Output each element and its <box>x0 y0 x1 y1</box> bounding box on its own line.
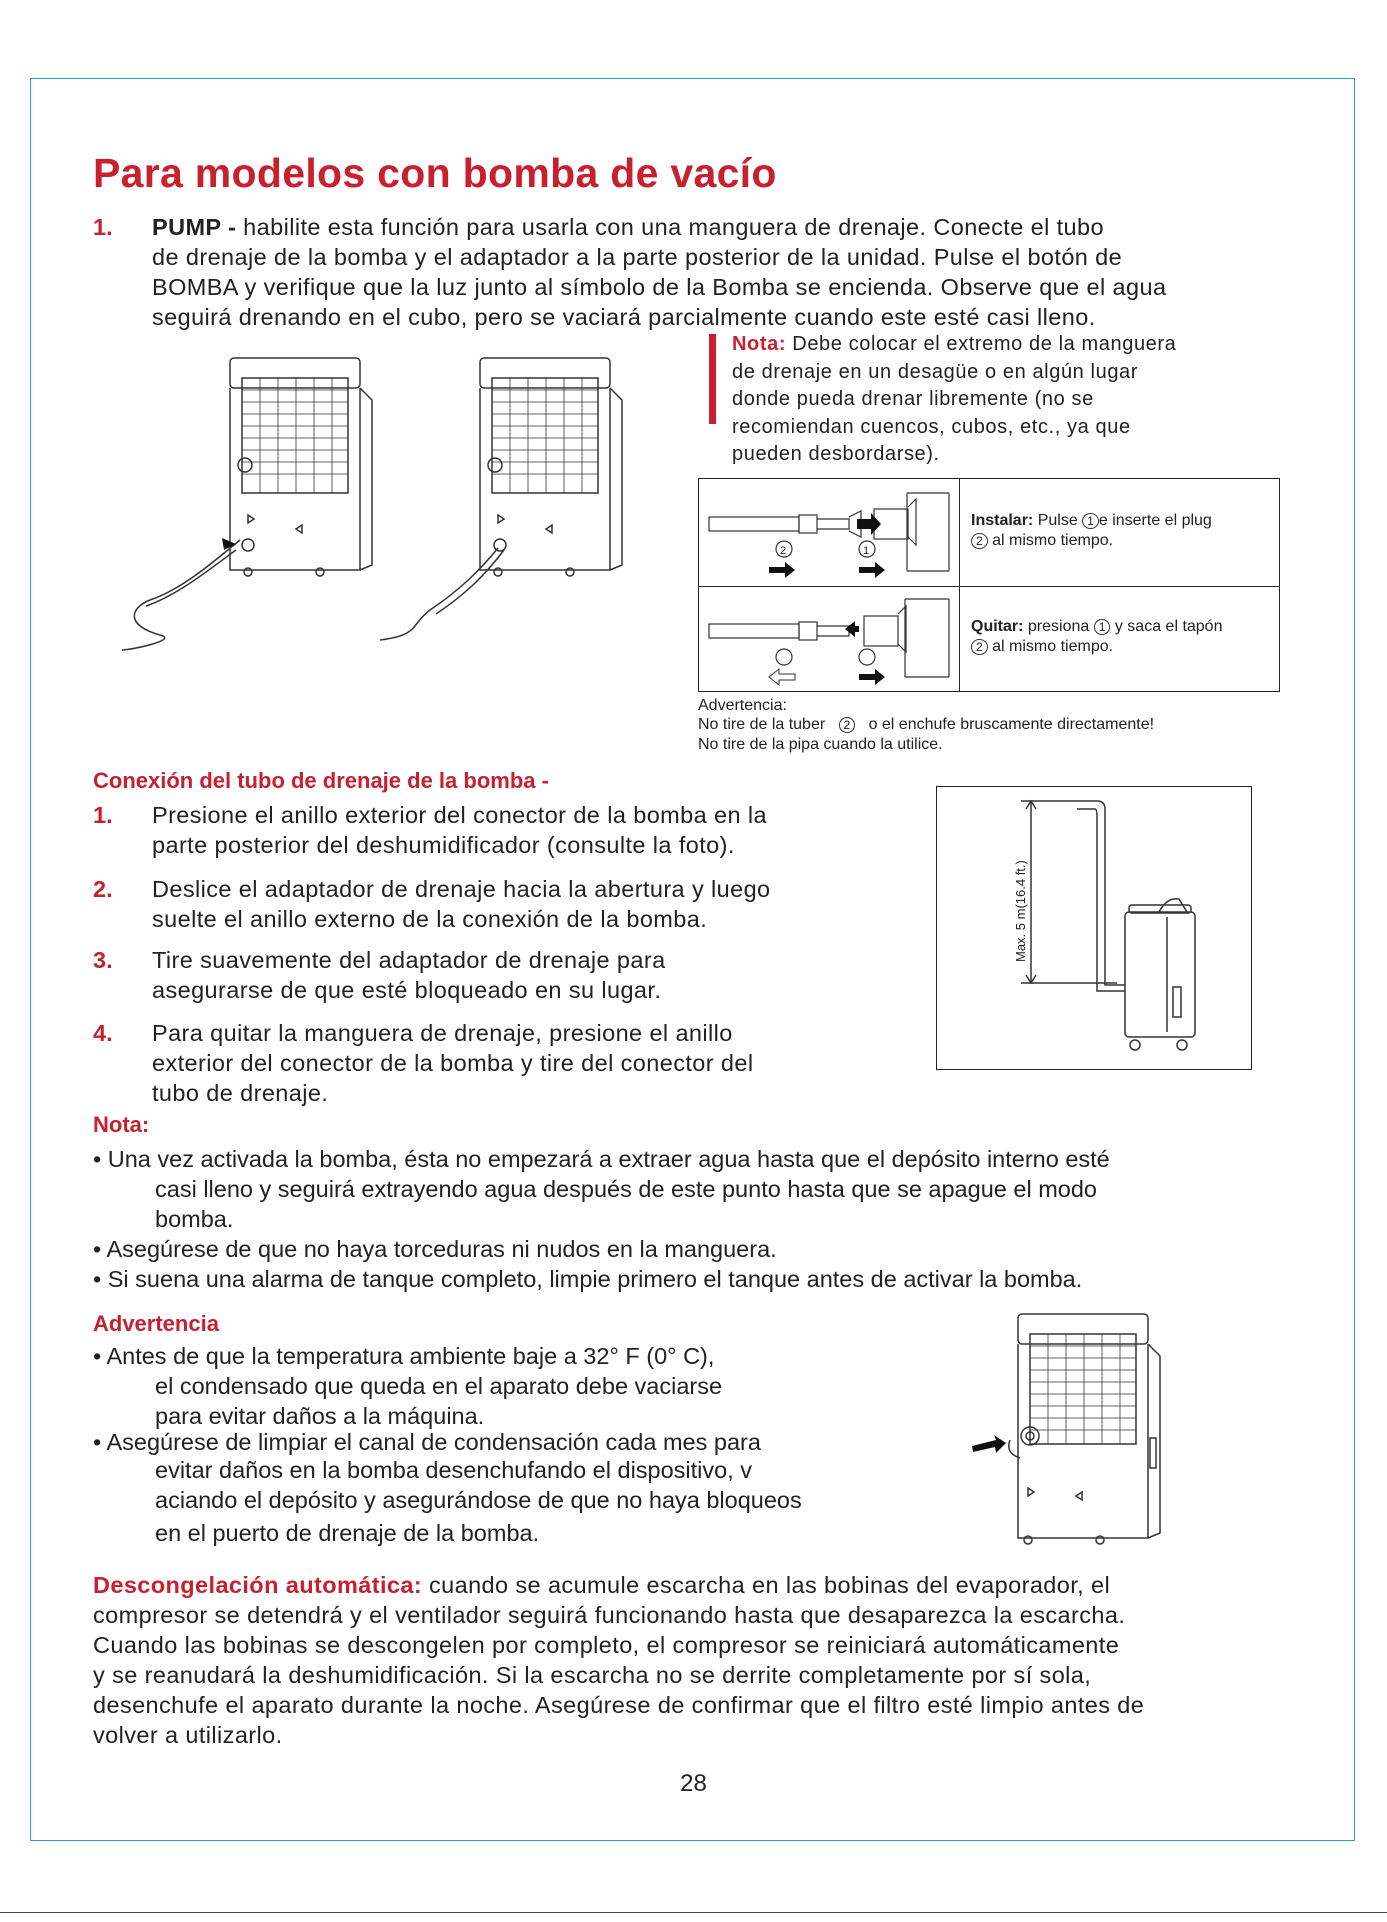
remove-text-2: y saca el tapón <box>1110 618 1223 635</box>
install-remove-table <box>698 478 1280 692</box>
dehumidifier-hose-illustration <box>120 350 700 680</box>
note2-bullet-3: • Si suena una alarma de tanque completo, limpie primero el tanque antes de activar la bomba. <box>93 1266 1083 1292</box>
small-warning-line2: No tire de la pipa cuando la utilice. <box>698 736 943 753</box>
install-circle-1: 1 <box>1082 513 1099 529</box>
page-title: Para modelos con bomba de vacío <box>93 150 777 196</box>
connection-item-1-number: 1. <box>93 802 113 828</box>
warning-bullet-2-line-4: en el puerto de drenaje de la bomba. <box>155 1520 540 1546</box>
connection-item-1-line-1: Presione el anillo exterior del conector de la bomba en la <box>152 802 767 828</box>
install-instruction <box>971 511 1276 551</box>
defrost-line-5: desenchufe el aparato durante la noche. Asegúrese de confirmar que el filtro esté limpio antes de <box>93 1692 1145 1718</box>
pump-item-number: 1. <box>93 214 113 240</box>
install-text-3: al mismo tiempo. <box>987 532 1114 549</box>
connection-item-1 <box>152 800 872 860</box>
defrost-line-1: cuando se acumule escarcha en las bobinas del evaporador, el <box>422 1572 1111 1598</box>
note-line-4: recomiendan cuencos, cubos, etc., ya que <box>732 415 1131 438</box>
pump-note <box>732 331 1262 469</box>
install-text-1: Pulse <box>1033 512 1083 529</box>
connection-title: Conexión del tubo de drenaje de la bomba - <box>93 768 549 793</box>
connection-item-3 <box>152 945 872 1005</box>
connection-item-2-number: 2. <box>93 876 113 902</box>
pump-line-3: BOMBA y verifique que la luz junto al símbolo de la Bomba se encienda. Observe que el agua <box>152 274 1167 300</box>
small-warning <box>698 696 1318 754</box>
warning-title: Advertencia <box>93 1311 219 1336</box>
note2-bullet-2: • Asegúrese de que no haya torceduras ni nudos en la manguera. <box>93 1236 777 1262</box>
pump-item <box>152 212 1302 332</box>
remove-label: Quitar: <box>971 618 1024 635</box>
defrost-line-6: volver a utilizarlo. <box>93 1722 283 1748</box>
connection-item-3-number: 3. <box>93 947 113 973</box>
warning-bullet-1-line-3: para evitar daños a la máquina. <box>155 1403 485 1429</box>
remove-text-3: al mismo tiempo. <box>987 638 1114 655</box>
warning-bullet-1-line-2: el condensado que queda en el aparato debe vaciarse <box>155 1373 723 1399</box>
connection-item-3-line-2: asegurarse de que esté bloqueado en su lugar. <box>152 977 662 1003</box>
warning-bullet-1-line-1: • Antes de que la temperatura ambiente baje a 32° F (0° C), <box>93 1343 715 1369</box>
remove-circle-1: 1 <box>1094 619 1111 635</box>
small-warning-circle: 2 <box>839 717 856 733</box>
note2-title: Nota: <box>93 1112 150 1137</box>
note2-bullet-1-line-3: bomba. <box>155 1206 234 1232</box>
note-line-5: pueden desbordarse). <box>732 443 940 465</box>
warning-bullet-2-line-1: • Asegúrese de limpiar el canal de condensación cada mes para <box>93 1429 761 1455</box>
install-text-2: e inserte el plug <box>1098 512 1212 529</box>
defrost-line-3: Cuando las bobinas se descongelen por completo, el compresor se reiniciará automáticamente <box>93 1632 1120 1658</box>
defrost-paragraph <box>93 1570 1293 1750</box>
pump-line-1: habilite esta función para usarla con una manguera de drenaje. Conecte el tubo <box>243 214 1104 240</box>
dehumidifier-drain-illustration <box>960 1308 1180 1548</box>
note-line-3: donde pueda drenar libremente (no se <box>732 388 1094 410</box>
small-warning-title: Advertencia: <box>698 697 787 714</box>
connection-item-2-line-2: suelte el anillo externo de la conexión de la bomba. <box>152 906 708 932</box>
pump-line-2: de drenaje de la bomba y el adaptador a la parte posterior de la unidad. Pulse el botón de <box>152 244 1123 270</box>
connection-item-1-line-2: parte posterior del deshumidificador (consulte la foto). <box>152 832 735 858</box>
connection-item-4-line-3: tubo de drenaje. <box>152 1080 329 1106</box>
note-label: Nota: <box>732 333 787 355</box>
note2-bullet-1-line-1: • Una vez activada la bomba, ésta no empezará a extraer agua hasta que el depósito interno esté <box>93 1146 1110 1172</box>
defrost-line-2: compresor se detendrá y el ventilador seguirá funcionando hasta que desaparezca la escarcha. <box>93 1602 1126 1628</box>
diagram-marker-2: 2 <box>780 545 787 557</box>
defrost-label: Descongelación automática: <box>93 1572 423 1598</box>
note2-bullet-1-line-2: casi lleno y seguirá extrayendo agua después de este punto hasta que se apague el modo <box>155 1176 1097 1202</box>
install-circle-2: 2 <box>971 533 988 549</box>
note-line-2: de drenaje en un desagüe o en algún lugar <box>732 360 1139 383</box>
height-illustration-box <box>936 786 1252 1070</box>
note-line-1: Debe colocar el extremo de la manguera <box>792 333 1177 355</box>
remove-text-1: presiona <box>1023 618 1094 635</box>
remove-circle-2: 2 <box>971 639 988 655</box>
connection-item-3-line-1: Tire suavemente del adaptador de drenaje para <box>152 947 666 973</box>
pump-line-4: seguirá drenando en el cubo, pero se vaciará parcialmente cuando este esté casi lleno. <box>152 304 1096 330</box>
warning-bullet-2-line-2: evitar daños en la bomba desenchufando el dispositivo, v <box>155 1457 753 1483</box>
remove-instruction <box>971 617 1276 657</box>
connection-item-4-line-1: Para quitar la manguera de drenaje, presione el anillo <box>152 1020 733 1046</box>
bottom-divider <box>0 1912 1387 1913</box>
small-warning-line1a: No tire de la tuber <box>698 716 826 733</box>
page-number: 28 <box>680 1770 707 1797</box>
connection-item-4 <box>152 1018 872 1108</box>
install-label: Instalar: <box>971 512 1034 529</box>
diagram-marker-1: 1 <box>863 545 870 557</box>
plug-diagram <box>699 479 959 693</box>
note-accent-bar <box>709 334 716 424</box>
small-warning-line1b: o el enchufe bruscamente directamente! <box>868 716 1155 733</box>
connection-item-2 <box>152 874 872 934</box>
warning-bullet-2-line-3: aciando el depósito y asegurándose de que no haya bloqueos <box>155 1487 802 1513</box>
connection-item-2-line-1: Deslice el adaptador de drenaje hacia la abertura y luego <box>152 876 771 902</box>
height-label: Max. 5 m(16.4 ft.) <box>1013 860 1028 962</box>
connection-item-4-line-2: exterior del conector de la bomba y tire del conector del <box>152 1050 754 1076</box>
defrost-line-4: y se reanudará la deshumidificación. Si la escarcha no se derrite completamente por sí sola, <box>93 1662 1092 1688</box>
pump-label: PUMP - <box>152 214 237 240</box>
connection-item-4-number: 4. <box>93 1020 113 1046</box>
